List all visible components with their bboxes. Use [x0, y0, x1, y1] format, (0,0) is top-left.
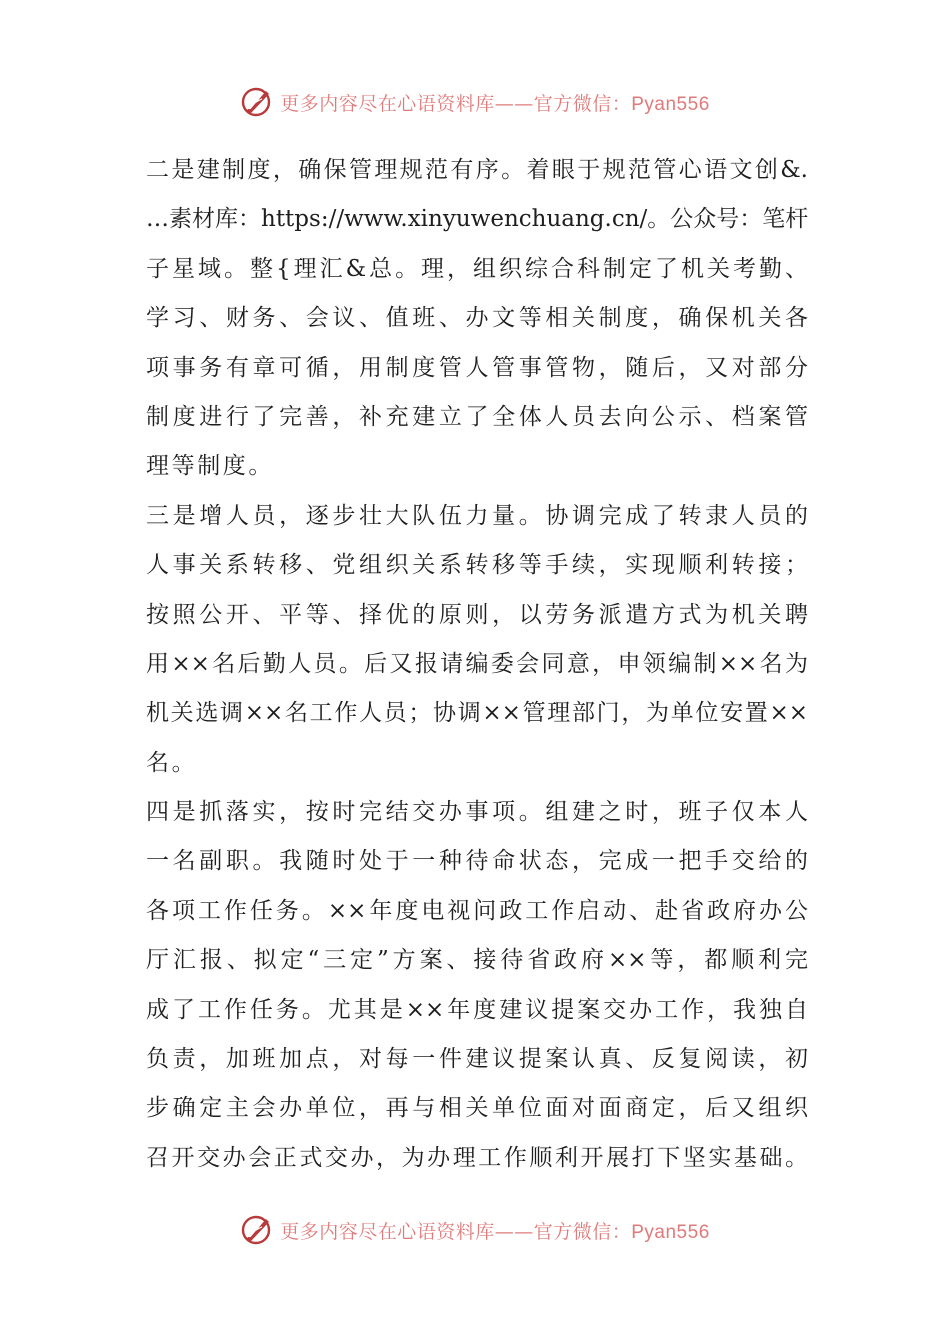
watermark-brand: 更多内容尽在心语资料库	[280, 1220, 495, 1243]
quill-logo-icon	[240, 85, 274, 119]
paragraph-line: 制度进行了完善，补充建立了全体人员去向公示、档案管	[146, 403, 808, 430]
paragraph-line: 按照公开、平等、择优的原则，以劳务派遣方式为机关聘	[146, 601, 808, 628]
header-watermark	[0, 82, 950, 122]
paragraph-line: 名。	[146, 749, 198, 776]
watermark-dash: ——	[494, 1220, 534, 1243]
footer-watermark	[0, 1210, 950, 1250]
watermark-text	[280, 1217, 710, 1244]
paragraph-line: 厅汇报、拟定“三定”方案、接待省政府××等，都顺利完	[146, 947, 808, 974]
paragraph-line: 四是抓落实，按时完结交办事项。组建之时，班子仅本人	[146, 799, 808, 826]
paragraph-line: 步确定主会办单位，再与相关单位面对面商定，后又组织	[146, 1095, 808, 1122]
paragraph-line: 项事务有章可循，用制度管人管事管物，随后，又对部分	[146, 354, 808, 381]
paragraph-line: 子星域。整{理汇&总。理，组织综合科制定了机关考勤、	[146, 255, 808, 282]
paragraph-line: 一名副职。我随时处于一种待命状态，完成一把手交给的	[146, 848, 808, 875]
paragraph-line: 成了工作任务。尤其是××年度建议提案交办工作，我独自	[146, 996, 808, 1023]
watermark-suffix: 官方微信：	[533, 1220, 632, 1243]
watermark-brand: 更多内容尽在心语资料库	[280, 92, 495, 115]
watermark-handle: Pyan556	[631, 93, 710, 115]
paragraph-line: 理等制度。	[146, 453, 274, 480]
document-body	[146, 146, 808, 1183]
quill-logo-icon	[240, 1213, 274, 1247]
paragraph-line: 负责，加班加点，对每一件建议提案认真、反复阅读，初	[146, 1046, 808, 1073]
paragraph-line: 人事关系转移、党组织关系转移等手续，实现顺利转接；	[146, 552, 808, 579]
paragraph-line: 机关选调××名工作人员；协调××管理部门，为单位安置××	[146, 700, 808, 727]
paragraph-line: 二是建制度，确保管理规范有序。着眼于规范管心语文创&.	[146, 157, 808, 183]
paragraph-line: …素材库：https://www.xinyuwenchuang.cn/。公众号：笔杆	[146, 206, 808, 233]
paragraph-line: 学习、财务、会议、值班、办文等相关制度，确保机关各	[146, 305, 808, 332]
paragraph-line: 召开交办会正式交办，为办理工作顺利开展打下坚实基础。	[146, 1144, 808, 1171]
paragraph-line: 用××名后勤人员。后又报请编委会同意，申领编制××名为	[146, 650, 808, 677]
watermark-text	[280, 89, 710, 116]
paragraph-line: 各项工作任务。××年度电视问政工作启动、赴省政府办公	[146, 897, 808, 924]
watermark-suffix: 官方微信：	[533, 92, 632, 115]
paragraph-line: 三是增人员，逐步壮大队伍力量。协调完成了转隶人员的	[146, 502, 808, 529]
watermark-dash: ——	[494, 92, 534, 115]
watermark-handle: Pyan556	[631, 1221, 710, 1243]
